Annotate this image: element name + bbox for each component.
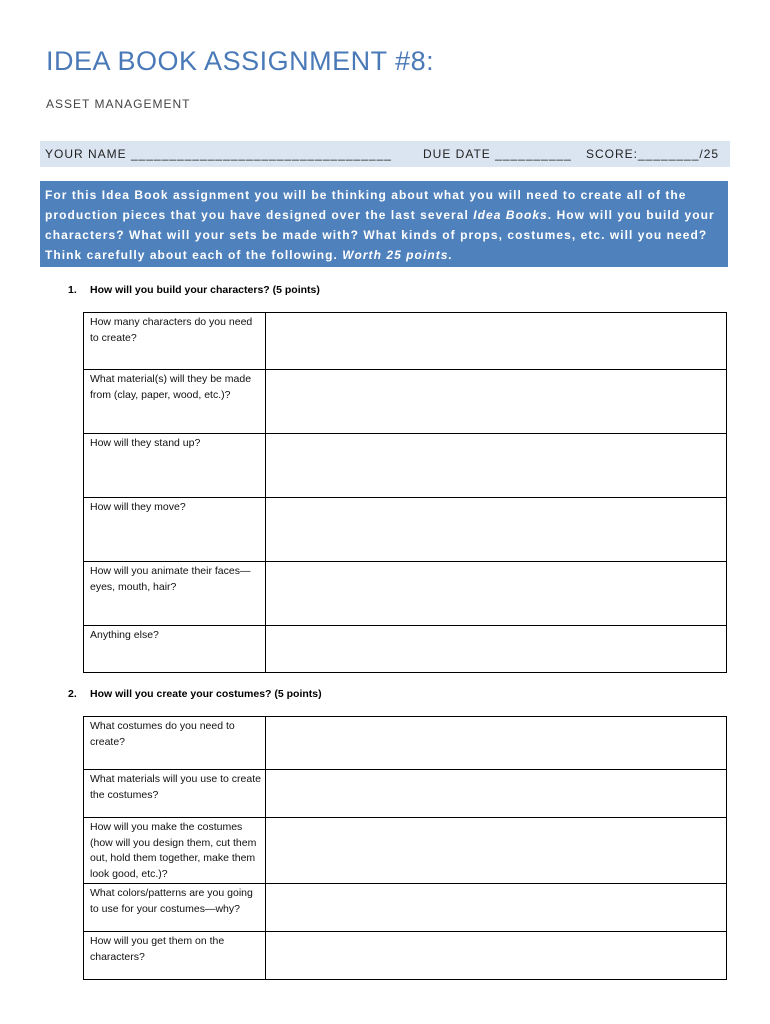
table-row — [84, 883, 727, 931]
table-row — [84, 370, 727, 434]
question-label: What costumes do you need to create? — [84, 717, 266, 770]
page-title: IDEA BOOK ASSIGNMENT #8: — [46, 46, 435, 76]
answer-field[interactable] — [266, 931, 727, 979]
instructions-line-4 — [45, 245, 728, 265]
section-1-table — [83, 312, 727, 673]
question-label: What materials will you use to create the costumes? — [84, 770, 266, 818]
instructions-box — [40, 181, 728, 267]
question-label: What colors/patterns are you going to use for your costumes—why? — [84, 883, 266, 931]
answer-field[interactable] — [266, 770, 727, 818]
answer-field[interactable] — [266, 434, 727, 498]
question-label: How will they move? — [84, 498, 266, 562]
instructions-worth-points: Worth 25 points. — [342, 248, 453, 262]
name-bar — [40, 141, 730, 167]
instructions-line-2-start: production pieces that you have designed over the last several — [45, 208, 474, 222]
answer-field[interactable] — [266, 717, 727, 770]
table-row — [84, 818, 727, 884]
instructions-idea-books: Idea Books — [473, 208, 548, 222]
section-2-table — [83, 716, 727, 980]
question-label: How will you make the costumes (how will you design them, cut them out, hold them together, make them look good, etc.)? — [84, 818, 266, 884]
answer-field[interactable] — [266, 370, 727, 434]
section-1-number: 1. — [68, 284, 77, 296]
section-1-heading — [68, 284, 320, 296]
question-label: How will you get them on the characters? — [84, 931, 266, 979]
section-2-number: 2. — [68, 688, 77, 700]
table-row — [84, 434, 727, 498]
instructions-line-1: For this Idea Book assignment you will be thinking about what you will need to create all of the — [45, 188, 687, 202]
table-row — [84, 717, 727, 770]
table-row — [84, 626, 727, 673]
table-row — [84, 313, 727, 370]
page-subtitle: ASSET MANAGEMENT — [46, 97, 191, 111]
instructions-line-2 — [45, 205, 728, 225]
table-row — [84, 770, 727, 818]
table-row — [84, 931, 727, 979]
score-field[interactable]: SCORE:________/25 — [586, 147, 720, 161]
answer-field[interactable] — [266, 626, 727, 673]
question-label: What material(s) will they be made from (clay, paper, wood, etc.)? — [84, 370, 266, 434]
table-row — [84, 562, 727, 626]
instructions-line-4-start: Think carefully about each of the following. — [45, 248, 343, 262]
due-date-field[interactable]: DUE DATE __________ — [423, 147, 572, 161]
section-2-title: How will you create your costumes? (5 points) — [90, 688, 322, 700]
instructions-line-2-end: . How will you build your — [547, 208, 715, 222]
instructions-line-3: characters? What will your sets be made with? What kinds of props, costumes, etc. will you need? — [45, 228, 708, 242]
question-label: How will they stand up? — [84, 434, 266, 498]
answer-field[interactable] — [266, 313, 727, 370]
question-label: Anything else? — [84, 626, 266, 673]
answer-field[interactable] — [266, 498, 727, 562]
section-2-heading — [68, 688, 322, 700]
your-name-field[interactable]: YOUR NAME __________________________________ — [45, 147, 392, 161]
question-label: How many characters do you need to create? — [84, 313, 266, 370]
answer-field[interactable] — [266, 818, 727, 884]
section-1-title: How will you build your characters? (5 points) — [90, 284, 320, 296]
table-row — [84, 498, 727, 562]
answer-field[interactable] — [266, 883, 727, 931]
question-label: How will you animate their faces—eyes, mouth, hair? — [84, 562, 266, 626]
answer-field[interactable] — [266, 562, 727, 626]
